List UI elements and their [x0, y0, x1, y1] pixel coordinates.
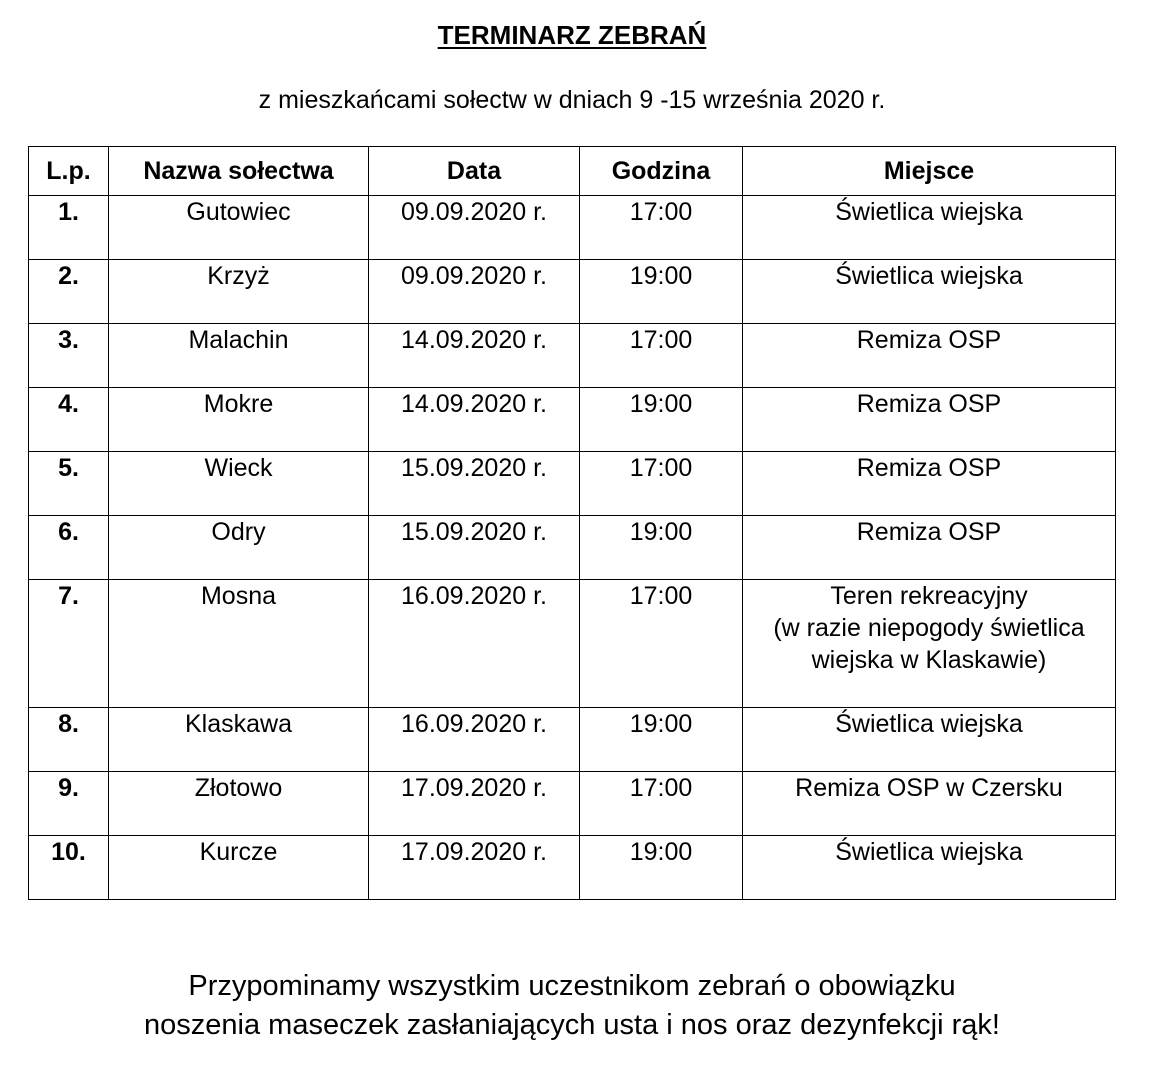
cell-time: 17:00	[580, 196, 743, 260]
schedule-table	[28, 146, 1116, 900]
cell-place-line: Świetlica wiejska	[835, 198, 1023, 226]
cell-lp: 10.	[29, 836, 109, 900]
cell-name: Krzyż	[109, 260, 369, 324]
cell-place	[743, 388, 1116, 452]
cell-place-line: Świetlica wiejska	[835, 838, 1023, 866]
cell-date: 15.09.2020 r.	[369, 516, 580, 580]
cell-lp: 3.	[29, 324, 109, 388]
cell-date: 09.09.2020 r.	[369, 196, 580, 260]
table-row	[29, 196, 1116, 260]
table-row	[29, 836, 1116, 900]
cell-name: Klaskawa	[109, 708, 369, 772]
reminder-line: noszenia maseczek zasłaniających usta i nos oraz dezynfekcji rąk!	[144, 1009, 1000, 1041]
column-header-place: Miejsce	[743, 147, 1116, 196]
column-header-date: Data	[369, 147, 580, 196]
cell-place	[743, 516, 1116, 580]
column-header-time: Godzina	[580, 147, 743, 196]
table-row	[29, 452, 1116, 516]
cell-place-line: Świetlica wiejska	[835, 710, 1023, 738]
table-row	[29, 324, 1116, 388]
cell-place-line: Remiza OSP	[856, 326, 1002, 354]
cell-time: 17:00	[580, 580, 743, 708]
cell-time: 17:00	[580, 452, 743, 516]
cell-place-line: Remiza OSP	[856, 518, 1002, 546]
table-row	[29, 260, 1116, 324]
column-header-lp: L.p.	[29, 147, 109, 196]
cell-place-line: Teren rekreacyjny	[830, 582, 1028, 610]
table-body	[29, 196, 1116, 900]
table-header-row	[29, 147, 1116, 196]
cell-place	[743, 324, 1116, 388]
table-row	[29, 772, 1116, 836]
cell-name: Mokre	[109, 388, 369, 452]
cell-date: 09.09.2020 r.	[369, 260, 580, 324]
cell-date: 14.09.2020 r.	[369, 388, 580, 452]
cell-lp: 7.	[29, 580, 109, 708]
cell-place-line: (w razie niepogody świetlica	[773, 614, 1085, 642]
page-title: TERMINARZ ZEBRAŃ	[437, 20, 707, 50]
cell-place	[743, 772, 1116, 836]
table-row	[29, 388, 1116, 452]
table-row	[29, 516, 1116, 580]
cell-name: Złotowo	[109, 772, 369, 836]
cell-name: Kurcze	[109, 836, 369, 900]
cell-date: 15.09.2020 r.	[369, 452, 580, 516]
cell-time: 17:00	[580, 772, 743, 836]
cell-place	[743, 452, 1116, 516]
reminder-line: Przypominamy wszystkim uczestnikom zebrań o obowiązku	[188, 970, 956, 1002]
cell-time: 19:00	[580, 708, 743, 772]
reminder-note	[0, 967, 1144, 1045]
cell-date: 16.09.2020 r.	[369, 708, 580, 772]
cell-time: 19:00	[580, 260, 743, 324]
cell-name: Gutowiec	[109, 196, 369, 260]
cell-date: 17.09.2020 r.	[369, 836, 580, 900]
cell-name: Malachin	[109, 324, 369, 388]
column-header-name: Nazwa sołectwa	[109, 147, 369, 196]
cell-time: 19:00	[580, 836, 743, 900]
cell-lp: 4.	[29, 388, 109, 452]
cell-name: Wieck	[109, 452, 369, 516]
cell-lp: 2.	[29, 260, 109, 324]
cell-place-line: Świetlica wiejska	[835, 262, 1023, 290]
cell-time: 17:00	[580, 324, 743, 388]
cell-lp: 1.	[29, 196, 109, 260]
cell-place-line: Remiza OSP	[856, 390, 1002, 418]
cell-place	[743, 836, 1116, 900]
cell-date: 17.09.2020 r.	[369, 772, 580, 836]
cell-lp: 6.	[29, 516, 109, 580]
cell-date: 14.09.2020 r.	[369, 324, 580, 388]
cell-place-line: wiejska w Klaskawie)	[811, 646, 1047, 674]
cell-time: 19:00	[580, 388, 743, 452]
table-row	[29, 580, 1116, 708]
cell-place-line: Remiza OSP	[856, 454, 1002, 482]
cell-lp: 9.	[29, 772, 109, 836]
cell-date: 16.09.2020 r.	[369, 580, 580, 708]
page-subtitle: z mieszkańcami sołectw w dniach 9 -15 września 2020 r.	[258, 86, 886, 114]
cell-name: Mosna	[109, 580, 369, 708]
cell-place	[743, 708, 1116, 772]
cell-lp: 8.	[29, 708, 109, 772]
cell-place-line: Remiza OSP w Czersku	[795, 774, 1063, 802]
cell-lp: 5.	[29, 452, 109, 516]
table-row	[29, 708, 1116, 772]
cell-time: 19:00	[580, 516, 743, 580]
cell-name: Odry	[109, 516, 369, 580]
cell-place	[743, 196, 1116, 260]
cell-place	[743, 580, 1116, 708]
cell-place	[743, 260, 1116, 324]
